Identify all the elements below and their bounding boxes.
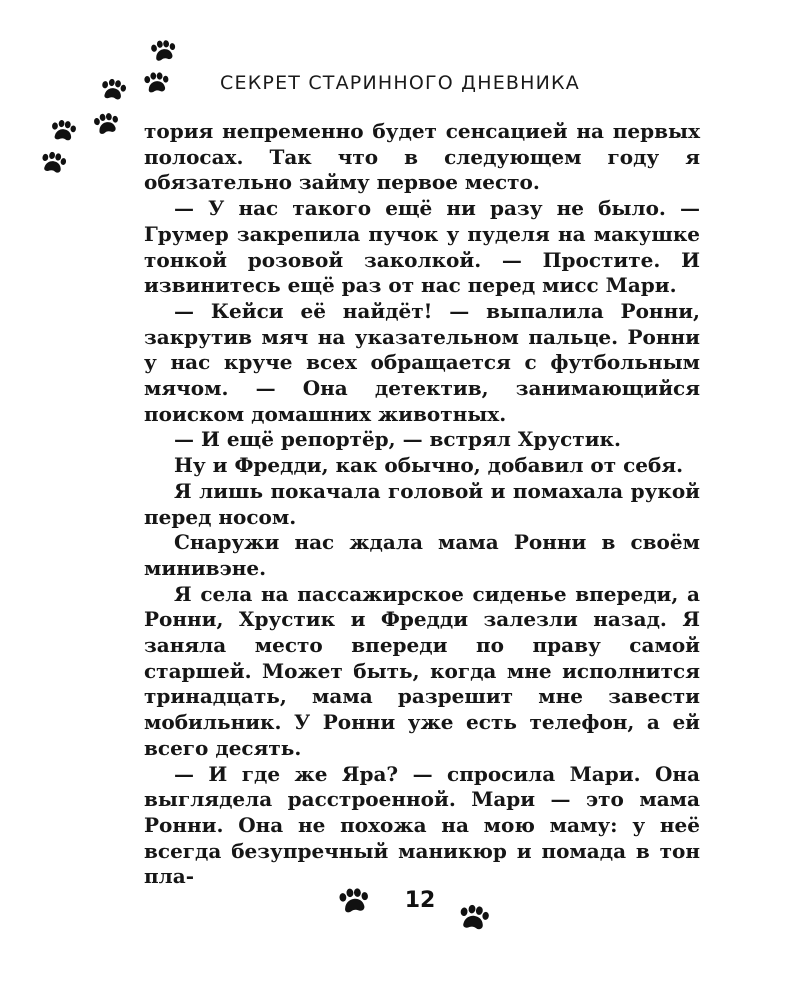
paragraph: — И где же Яра? — спросила Мари. Она выглядела расстроенной. Мари — это мама Ронни. Она не похожа на мою маму: у неё всегда безупречный маникюр и помада в тон пла-: [144, 761, 700, 889]
paw-print-icon: [456, 903, 491, 933]
paragraph: Я села на пассажирское сиденье впереди, а Ронни, Хрустик и Фредди залезли назад. Я заняла место впереди по праву самой старшей. Может быть, когда мне исполнится тринадцать, мама разрешит мне завести мобильник. У Ронни уже есть телефон, а ей всего десять.: [144, 581, 700, 760]
paw-print-icon: [91, 111, 121, 137]
paragraph: — У нас такого ещё ни разу не было. — Грумер закрепила пучок у пуделя на макушке тонкой розовой заколкой. — Простите. И извинитесь ещё раз от нас перед мисс Мари.: [144, 196, 700, 298]
paw-print-icon: [49, 119, 78, 144]
paragraph: Снаружи нас ждала мама Ронни в своём минивэне.: [144, 530, 700, 580]
paragraph: — Кейси её найдёт! — выпалила Ронни, закрутив мяч на указательном пальце. Ронни у нас круче всех обращается с футбольным мячом. — Она детектив, занимающийся поиском домашних животных.: [144, 298, 700, 426]
page-body: [144, 119, 700, 890]
paw-print-icon: [38, 150, 68, 176]
paragraph: Я лишь покачала головой и помахала рукой перед носом.: [144, 478, 700, 529]
page-number: 12: [404, 888, 436, 913]
paw-print-icon: [337, 886, 372, 915]
paragraph: — И ещё репортёр, — встрял Хрустик.: [174, 427, 621, 452]
paragraph: Ну и Фредди, как обычно, добавил от себя.: [174, 453, 684, 478]
paw-print-icon: [149, 38, 179, 64]
running-header: СЕКРЕТ СТАРИННОГО ДНЕВНИКА: [220, 72, 580, 94]
paragraph: тория непременно будет сенсацией на первых полосах. Так что в следующем году я обязательно займу первое место.: [144, 119, 700, 195]
